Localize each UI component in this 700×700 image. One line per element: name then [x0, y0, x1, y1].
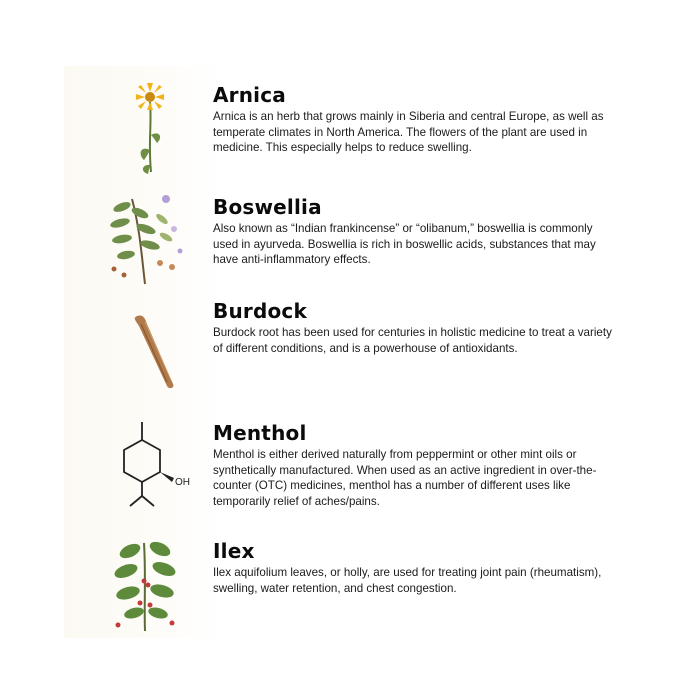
menthol-structure-icon	[112, 416, 194, 512]
herb-description: Arnica is an herb that grows mainly in Siberia and central Europe, as well as temperate climates in North America. The flowers of the plant are used in medicine. This especially helps to reduce swelling.	[213, 110, 604, 155]
herb-description: Burdock root has been used for centuries in holistic medicine to treat a variety of different conditions, and is a powerhouse of antioxidants.	[213, 326, 612, 355]
oh-label: OH	[175, 477, 190, 488]
boswellia-plant-icon	[100, 184, 190, 294]
herb-description: Ilex aquifolium leaves, or holly, are used for treating joint pain (rheumatism), swelling, water retention, and chest congestion.	[213, 566, 602, 595]
herb-title: Ilex	[213, 539, 255, 563]
herb-title: Menthol	[213, 421, 307, 445]
burdock-root-icon	[115, 310, 190, 390]
herb-description: Also known as “Indian frankincense” or “olibanum,” boswellia is commonly used in ayurveda. Boswellia is rich in boswellic acids, substances that may have anti-inflammatory effects.	[213, 222, 596, 267]
herb-title: Burdock	[213, 299, 307, 323]
ilex-holly-icon	[100, 530, 190, 640]
herb-description: Menthol is either derived naturally from peppermint or other mint oils or synthetically manufactured. When used as an active ingredient in over-the-counter (OTC) medicines, menthol has a number of different uses like temporarily relief of aches/pains.	[213, 448, 597, 508]
arnica-flower-icon	[110, 80, 190, 180]
herb-title: Arnica	[213, 83, 286, 107]
herb-title: Boswellia	[213, 195, 322, 219]
